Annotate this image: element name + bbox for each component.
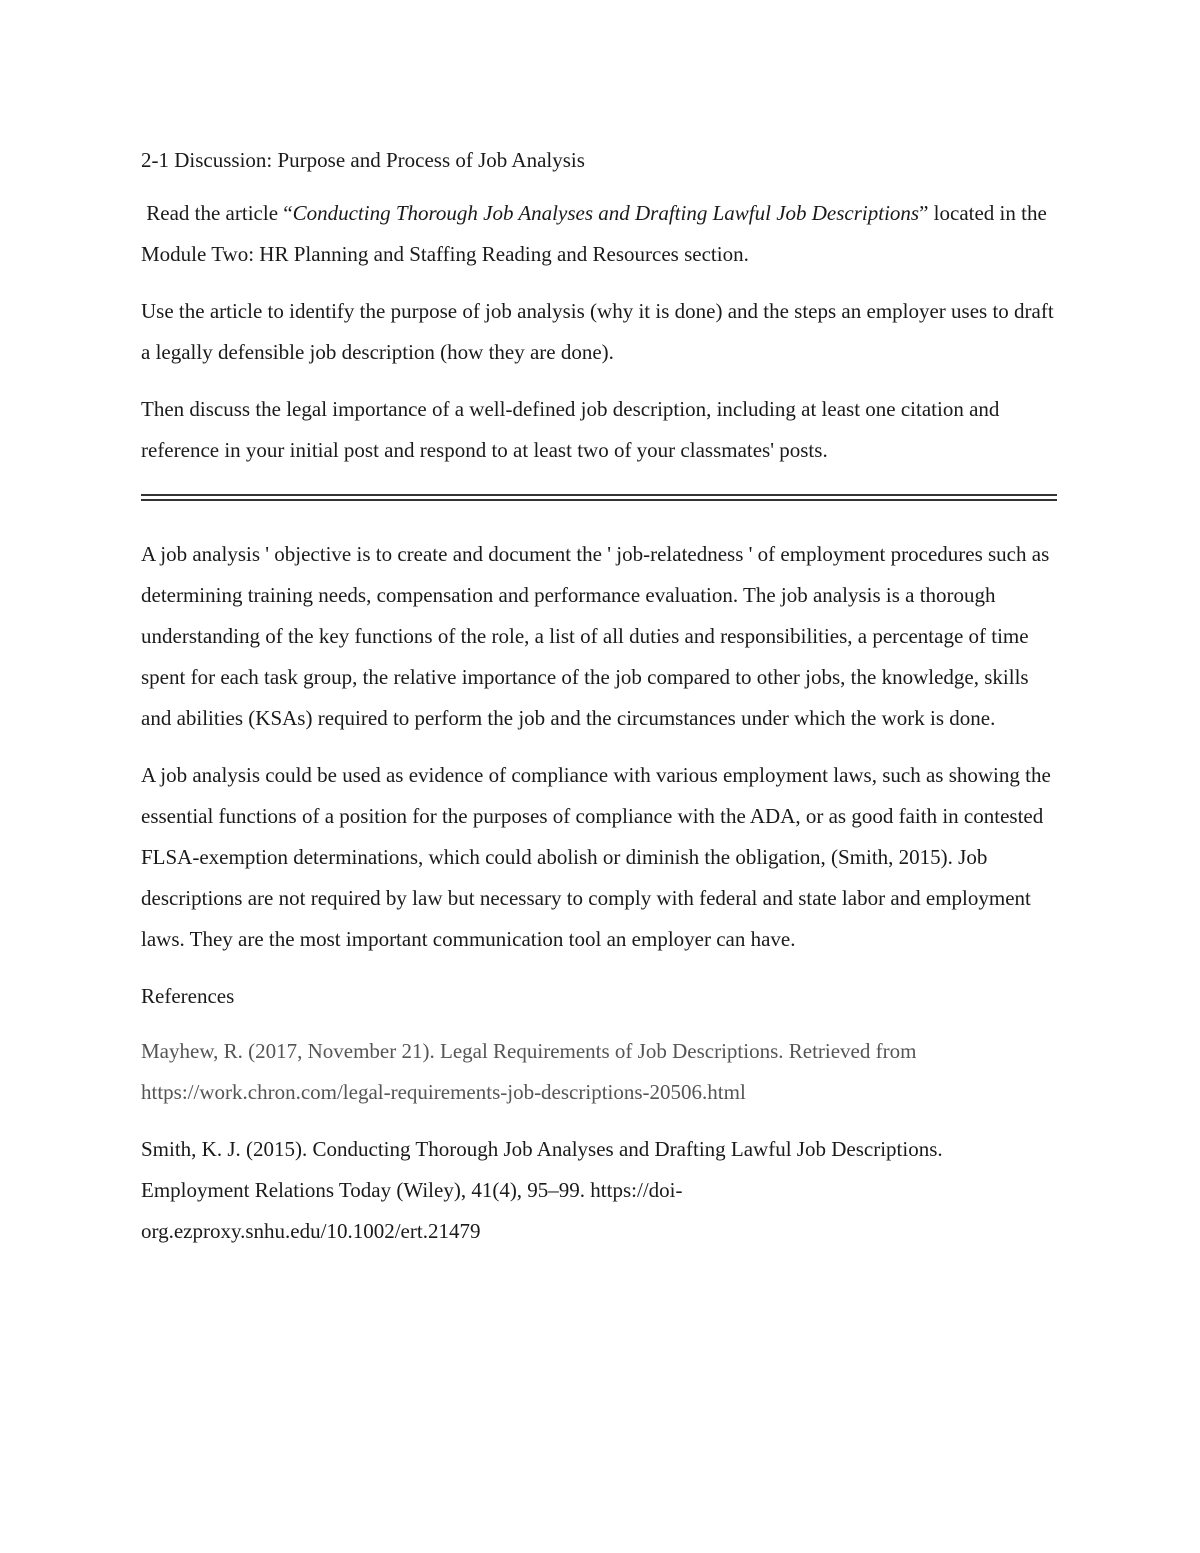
prompt-paragraph-2: Use the article to identify the purpose of job analysis (why it is done) and the steps an employer uses to draft a legally defensible job description (how they are done). [141,299,1054,364]
double-rule-divider [141,494,1057,501]
response-paragraph-1: A job analysis ' objective is to create and document the ' job-relatedness ' of employment procedures such as determining training needs, compensation and performance evaluation. The job analysis is a thorough understanding of the key functions of the role, a list of all duties and responsibilities, a percentage of time spent for each task group, the relative importance of the job compared to other jobs, the knowledge, skills and abilities (KSAs) required to perform the job and the circumstances under which the work is done. [141,542,1050,730]
response-paragraph-2: A job analysis could be used as evidence of compliance with various employment laws, such as showing the essential functions of a position for the purposes of compliance with the ADA, or as good faith in contested FLSA-exemption determinations, which could abolish or diminish the obligation, (Smith, 2015). Job descriptions are not required by law but necessary to comply with federal and state labor and employment laws. They are the most important communication tool an employer can have. [141,763,1051,951]
prompt-paragraph-1 [141,193,1061,275]
document-page [141,140,1061,1268]
reference-smith-doi[interactable]: org.ezproxy.snhu.edu/10.1002/ert.21479 [141,1219,481,1243]
reference-mayhew-line-1: Mayhew, R. (2017, November 21). Legal Requirements of Job Descriptions. Retrieved from [141,1039,917,1063]
reference-mayhew [141,1031,1061,1113]
reference-smith-line-1: Smith, K. J. (2015). Conducting Thorough Job Analyses and Drafting Lawful Job Descriptions. [141,1137,943,1161]
references-heading: References [141,984,235,1008]
reference-mayhew-url[interactable]: https://work.chron.com/legal-requirements-job-descriptions-20506.html [141,1080,746,1104]
reference-smith [141,1129,1061,1252]
discussion-title: 2-1 Discussion: Purpose and Process of Job Analysis [141,148,585,172]
reference-smith-line-2: Employment Relations Today (Wiley), 41(4), 95–99. https://doi- [141,1178,683,1202]
article-title: Conducting Thorough Job Analyses and Drafting Lawful Job Descriptions [292,201,920,225]
prompt-para1-prefix: Read the article “ [141,201,293,225]
prompt-para1-suffix: ” located in the Module Two: HR Planning and Staffing Reading and Resources section. [141,201,1047,266]
prompt-paragraph-3: Then discuss the legal importance of a well-defined job description, including at least one citation and reference in your initial post and respond to at least two of your classmates' posts. [141,397,1000,462]
